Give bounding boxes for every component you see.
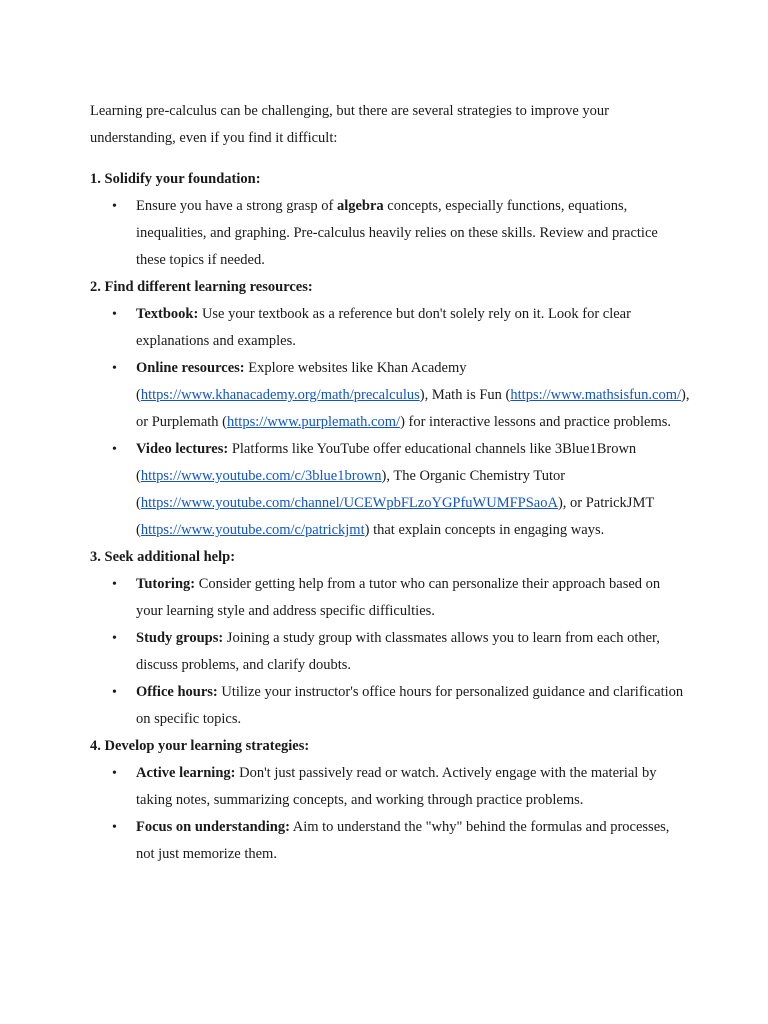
bullet-icon: • (112, 307, 117, 322)
item-text: Don't just passively read or watch. Actively engage with the material by taking notes, summarizing concepts, and working through practice problems. (136, 765, 657, 808)
section-list-strategies (90, 760, 690, 868)
bullet-icon: • (112, 577, 117, 592)
link-3blue1brown[interactable]: https://www.youtube.com/c/3blue1brown (140, 468, 382, 484)
item-lead: Video lectures: (136, 441, 229, 457)
bullet-icon: • (112, 685, 117, 700)
bullet-icon: • (112, 442, 117, 457)
item-bold-algebra: algebra (336, 198, 384, 214)
item-text: Consider getting help from a tutor who can personalize their approach based on your learning style and address specific difficulties. (136, 576, 661, 619)
item-text: ) for interactive lessons and practice problems. (400, 414, 672, 430)
list-item-study-groups (90, 625, 690, 679)
intro-paragraph: Learning pre-calculus can be challenging, but there are several strategies to improve your understanding, even if you find it difficult: (90, 103, 609, 146)
section-list-help (90, 571, 690, 733)
item-text: concepts, especially functions, equations, inequalities, and graphing. Pre-calculus heavily relies on these skills. Review and practice these topics if needed. (136, 198, 658, 268)
section-heading-help: 3. Seek additional help: (90, 549, 236, 565)
bullet-icon: • (112, 766, 117, 781)
section-list-foundation (90, 193, 690, 274)
item-lead: Active learning: (136, 765, 236, 781)
item-lead: Online resources: (136, 360, 245, 376)
item-text: ), or PatrickJMT ( (136, 495, 654, 538)
list-item-focus-understanding (90, 814, 690, 868)
link-mathsisfun[interactable]: https://www.mathsisfun.com/ (510, 387, 682, 403)
section-heading-resources: 2. Find different learning resources: (90, 279, 313, 295)
bullet-icon: • (112, 820, 117, 835)
list-item-algebra (90, 193, 690, 274)
item-text: Explore websites like Khan Academy ( (136, 360, 467, 403)
item-text: Ensure you have a strong grasp of (136, 198, 337, 214)
link-patrickjmt[interactable]: https://www.youtube.com/c/patrickjmt (140, 522, 365, 538)
list-item-online-resources (90, 355, 690, 436)
list-item-office-hours (90, 679, 690, 733)
item-lead: Tutoring: (136, 576, 196, 592)
item-text: Joining a study group with classmates allows you to learn from each other, discuss problems, and clarify doubts. (136, 630, 660, 673)
section-heading-strategies: 4. Develop your learning strategies: (90, 738, 310, 754)
item-lead: Office hours: (136, 684, 218, 700)
item-text: ), Math is Fun ( (419, 387, 511, 403)
item-text: ), The Organic Chemistry Tutor ( (136, 468, 566, 511)
list-item-active-learning (90, 760, 690, 814)
link-organic-chemistry-tutor[interactable]: https://www.youtube.com/channel/UCEWpbFLzoYGPfuWUMFPSaoA (140, 495, 558, 511)
link-khan-academy[interactable]: https://www.khanacademy.org/math/precalculus (140, 387, 420, 403)
list-item-textbook (90, 301, 690, 355)
list-item-tutoring (90, 571, 690, 625)
item-lead: Textbook: (136, 306, 199, 322)
item-text: Aim to understand the "why" behind the formulas and processes, not just memorize them. (136, 819, 670, 862)
item-lead: Study groups: (136, 630, 224, 646)
bullet-icon: • (112, 199, 117, 214)
list-item-video-lectures (90, 436, 690, 544)
document-page (90, 98, 690, 868)
bullet-icon: • (112, 361, 117, 376)
item-text: ) that explain concepts in engaging ways. (364, 522, 605, 538)
link-purplemath[interactable]: https://www.purplemath.com/ (227, 414, 401, 430)
item-text: Use your textbook as a reference but don't solely rely on it. Look for clear explanations and examples. (136, 306, 631, 349)
item-lead: Focus on understanding: (136, 819, 290, 835)
section-list-resources (90, 301, 690, 544)
section-heading-foundation: 1. Solidify your foundation: (90, 171, 261, 187)
item-text: Utilize your instructor's office hours for personalized guidance and clarification on specific topics. (136, 684, 684, 727)
bullet-icon: • (112, 631, 117, 646)
item-text: Platforms like YouTube offer educational channels like 3Blue1Brown ( (136, 441, 637, 484)
item-text: ), or Purplemath ( (136, 387, 690, 430)
